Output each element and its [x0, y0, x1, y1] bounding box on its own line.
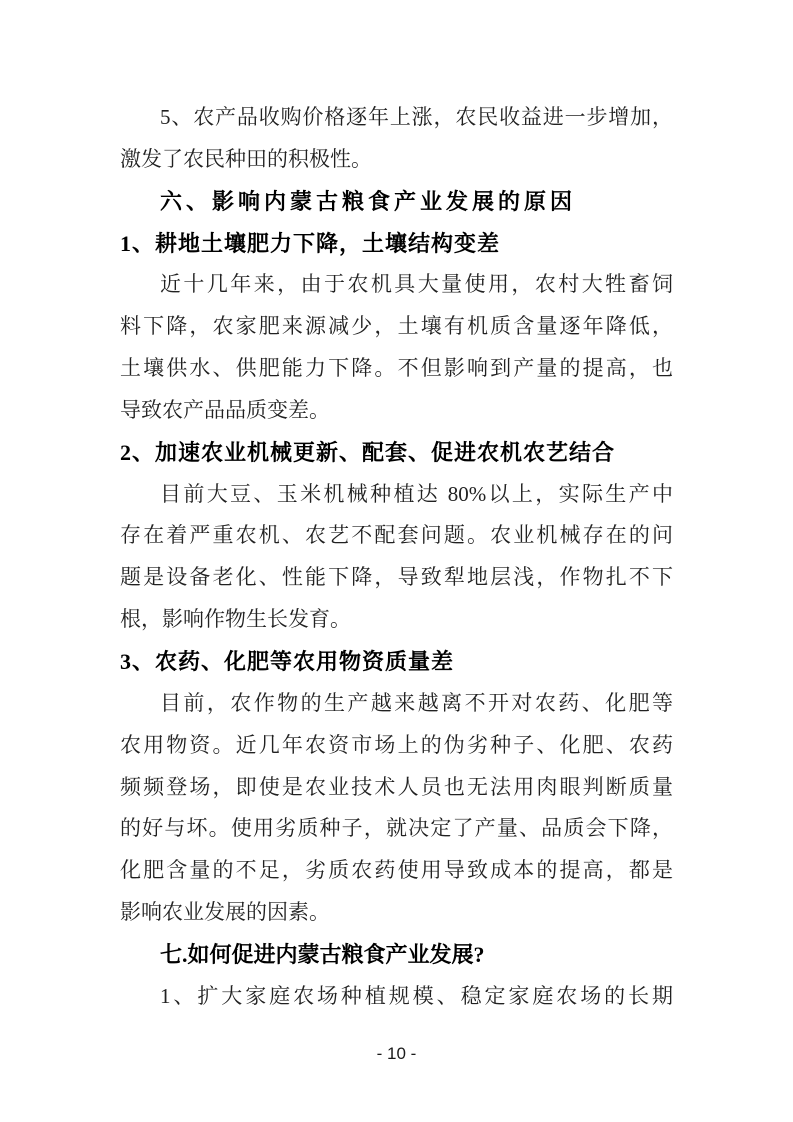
text-line: 1、扩大家庭农场种植规模、稳定家庭农场的长期	[160, 983, 673, 1008]
text-line: 影响农业发展的因素。	[120, 900, 330, 925]
text-line: 根，影响作物生长发育。	[120, 607, 351, 632]
text-line: 目前，农作物的生产越来越离不开对农药、化肥等	[160, 690, 673, 715]
sub-heading: 2、加速农业机械更新、配套、促进农机农艺结合	[120, 439, 616, 465]
text-line: 存在着严重农机、农艺不配套问题。农业机械存在的问	[120, 523, 673, 548]
text-line: 化肥含量的不足，劣质农药使用导致成本的提高，都是	[120, 858, 673, 883]
section-heading: 六、影响内蒙古粮食产业发展的原因	[160, 188, 577, 214]
text-line: 的好与坏。使用劣质种子，就决定了产量、品质会下降，	[120, 816, 673, 841]
text-line: 土壤供水、供肥能力下降。不但影响到产量的提高，也	[120, 356, 673, 381]
text-line: 5、农产品收购价格逐年上涨，农民收益进一步增加，	[160, 105, 673, 129]
text-line: 农用物资。近几年农资市场上的伪劣种子、化肥、农药	[120, 732, 673, 757]
text-line: 近十几年来，由于农机具大量使用，农村大牲畜饲	[160, 272, 673, 297]
text-line: 激发了农民种田的积极性。	[120, 146, 372, 171]
text-line: 目前大豆、玉米机械种植达 80%以上，实际生产中	[160, 481, 673, 506]
sub-heading: 1、耕地土壤肥力下降，土壤结构变差	[120, 230, 501, 256]
text-line: 题是设备老化、性能下降，导致犁地层浅，作物扎不下	[120, 565, 673, 590]
page-body	[120, 97, 673, 1018]
text-line: 导致农产品品质变差。	[120, 397, 330, 422]
page-number: - 10 -	[376, 1044, 417, 1063]
section-heading: 七.如何促进内蒙古粮食产业发展?	[160, 941, 485, 967]
text-line: 频频登场，即使是农业技术人员也无法用肉眼判断质量	[120, 774, 673, 799]
text-line: 料下降，农家肥来源减少，土壤有机质含量逐年降低，	[120, 314, 673, 339]
sub-heading: 3、农药、化肥等农用物资质量差	[120, 648, 455, 674]
